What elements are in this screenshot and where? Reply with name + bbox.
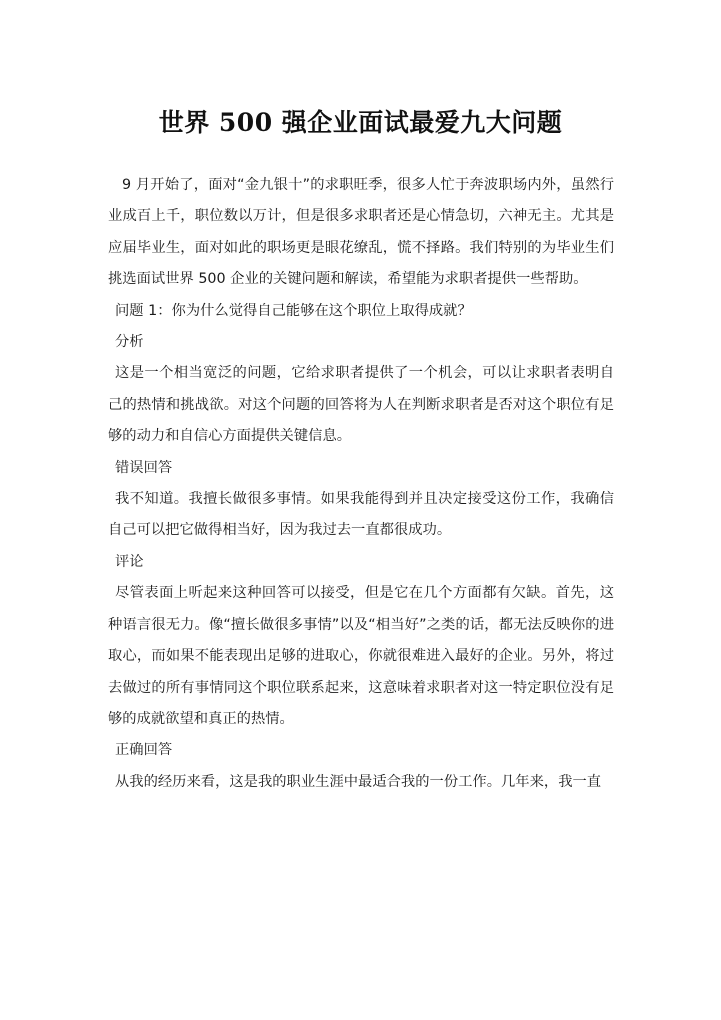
comment-heading: 评论 xyxy=(115,553,144,570)
wrong-answer-heading: 错误回答 xyxy=(115,459,173,476)
analysis-paragraph: 这是一个相当宽泛的问题，它给求职者提供了一个机会，可以让求职者表明自己的热情和挑战欲。对这个问题的回答将为人在判断求职者是否对这个职位有足够的动力和自信心方面提供关键信息。 xyxy=(108,365,614,445)
intro-paragraph: 9 月开始了，面对“金九银十”的求职旺季，很多人忙于奔波职场内外，虽然行业成百上千，职位数以万计，但是很多求职者还是心情急切，六神无主。尤其是应届毕业生，面对如此的职场更是眼花缭乱，慌不择路。我们特别的为毕业生们挑选面试世界 500 企业的关键问题和解读，希望能为求职者提供一些帮助。 xyxy=(108,177,614,288)
document-body xyxy=(108,170,614,798)
correct-answer-paragraph: 从我的经历来看，这是我的职业生涯中最适合我的一份工作。几年来，我一直 xyxy=(115,773,602,790)
wrong-answer-paragraph: 我不知道。我擅长做很多事情。如果我能得到并且决定接受这份工作，我确信自己可以把它做得相当好，因为我过去一直都很成功。 xyxy=(108,491,614,539)
comment-paragraph: 尽管表面上听起来这种回答可以接受，但是它在几个方面都有欠缺。首先，这种语言很无力。像“擅长做很多事情”以及“相当好”之类的话，都无法反映你的进取心，而如果不能表现出足够的进取心，你就很难进入最好的企业。另外，将过去做过的所有事情同这个职位联系起来，这意味着求职者对这一特定职位没有足够的成就欲望和真正的热情。 xyxy=(108,585,614,727)
question-1-heading: 问题 1：你为什么觉得自己能够在这个职位上取得成就？ xyxy=(115,302,472,319)
correct-answer-heading: 正确回答 xyxy=(115,742,173,759)
analysis-heading: 分析 xyxy=(115,334,144,351)
document-title: 世界 500 强企业面试最爱九大问题 xyxy=(158,107,563,137)
